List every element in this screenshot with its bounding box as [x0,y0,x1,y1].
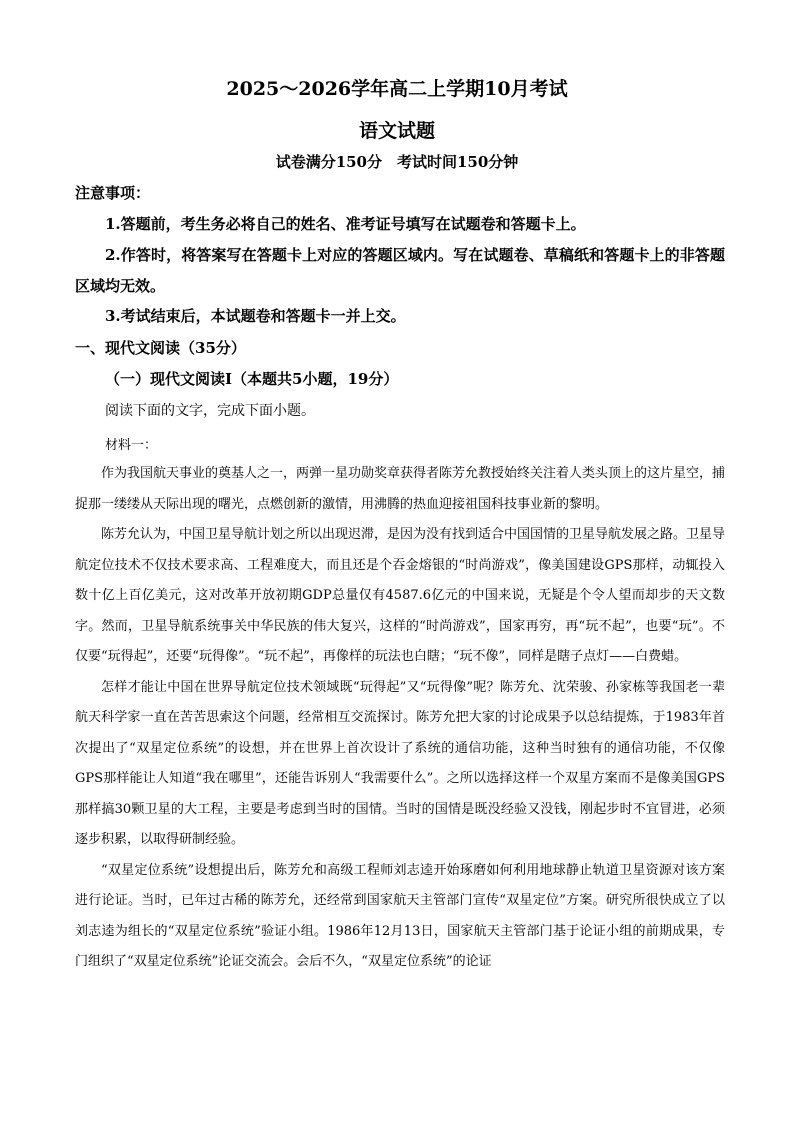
paragraph-4: “双星定位系统”设想提出后，陈芳允和高级工程师刘志逵开始琢磨如何利用地球静止轨道卫星资源对该方案进行论证。当时，已年过古稀的陈芳允，还经常到国家航天主管部门宣传“双星定位”方案。研究所很快成立了以刘志逵为组长的“双星定位系统”验证小组。1986年12月13日，国家航天主管部门基于论证小组的前期成果，专门组织了“双星定位系统”论证交流会。会后不久，“双星定位系统”的论证 [75,862,725,969]
notes-heading: 注意事项： [75,184,151,202]
paragraph-3: 怎样才能让中国在世界导航定位技术领域既“玩得起”又“玩得像”呢？陈芳允、沈荣骏、孙家栋等我国老一辈航天科学家一直在苦苦思索这个问题，经常相互交流探讨。陈芳允把大家的讨论成果予以总结提炼，于1983年首次提出了“双星定位系统”的设想，并在世界上首次设计了系统的通信功能，这种当时独有的通信功能，不仅像GPS那样能让人知道“我在哪里”，还能告诉别人“我需要什么”。之所以选择这样一个双星方案而不是像美国GPS那样搞30颗卫星的大工程，主要是考虑到当时的国情。当时的国情是既没经验又没钱，刚起步时不宜冒进，必须逐步积累，以取得研制经验。 [75,679,725,847]
sub-section-heading: （一）现代文阅读Ⅰ（本题共5小题，19分） [105,370,399,388]
exam-info: 试卷满分150分 考试时间150分钟 [275,153,519,171]
material-label: 材料一： [105,438,158,453]
subject-title: 语文试题 [358,120,435,142]
note-item-1: 1.答题前，考生务必将自己的姓名、准考证号填写在试题卷和答题卡上。 [105,215,586,233]
material-body [75,459,725,978]
exam-title: 2025～2026学年高二上学期10月考试 [226,78,568,100]
reading-instruction: 阅读下面的文字，完成下面小题。 [105,403,315,419]
section-heading: 一、现代文阅读（35分） [75,339,246,357]
note-item-2: 2.作答时，将答案写在答题卡上对应的答题区域内。写在试题卷、草稿纸和答题卡上的非答题区域均无效。 [75,246,725,295]
paragraph-1: 作为我国航天事业的奠基人之一，两弹一星功勋奖章获得者陈芳允教授始终关注着人类头顶上的这片星空，捕捉那一缕缕从天际出现的曙光，点燃创新的激情，用沸腾的热血迎接祖国科技事业新的黎明。 [75,466,726,512]
paragraph-2: 陈芳允认为，中国卫星导航计划之所以出现迟滞，是因为没有找到适合中国国情的卫星导航发展之路。卫星导航定位技术不仅技术要求高、工程难度大，而且还是个吞金熔银的“时尚游戏”，像美国建设GPS那样，动辄投入数十亿上百亿美元，这对改革开放初期GDP总量仅有4587.6亿元的中国来说，无疑是个令人望而却步的天文数字。然而，卫星导航系统事关中华民族的伟大复兴，这样的“时尚游戏”，国家再穷，再“玩不起”，也要“玩”。不仅要“玩得起”，还要“玩得像”。“玩不起”，再像样的玩法也白瞎；“玩不像”，同样是瞎子点灯——白费蜡。 [75,527,726,664]
note-item-3: 3.考试结束后，本试题卷和答题卡一并上交。 [105,307,406,325]
